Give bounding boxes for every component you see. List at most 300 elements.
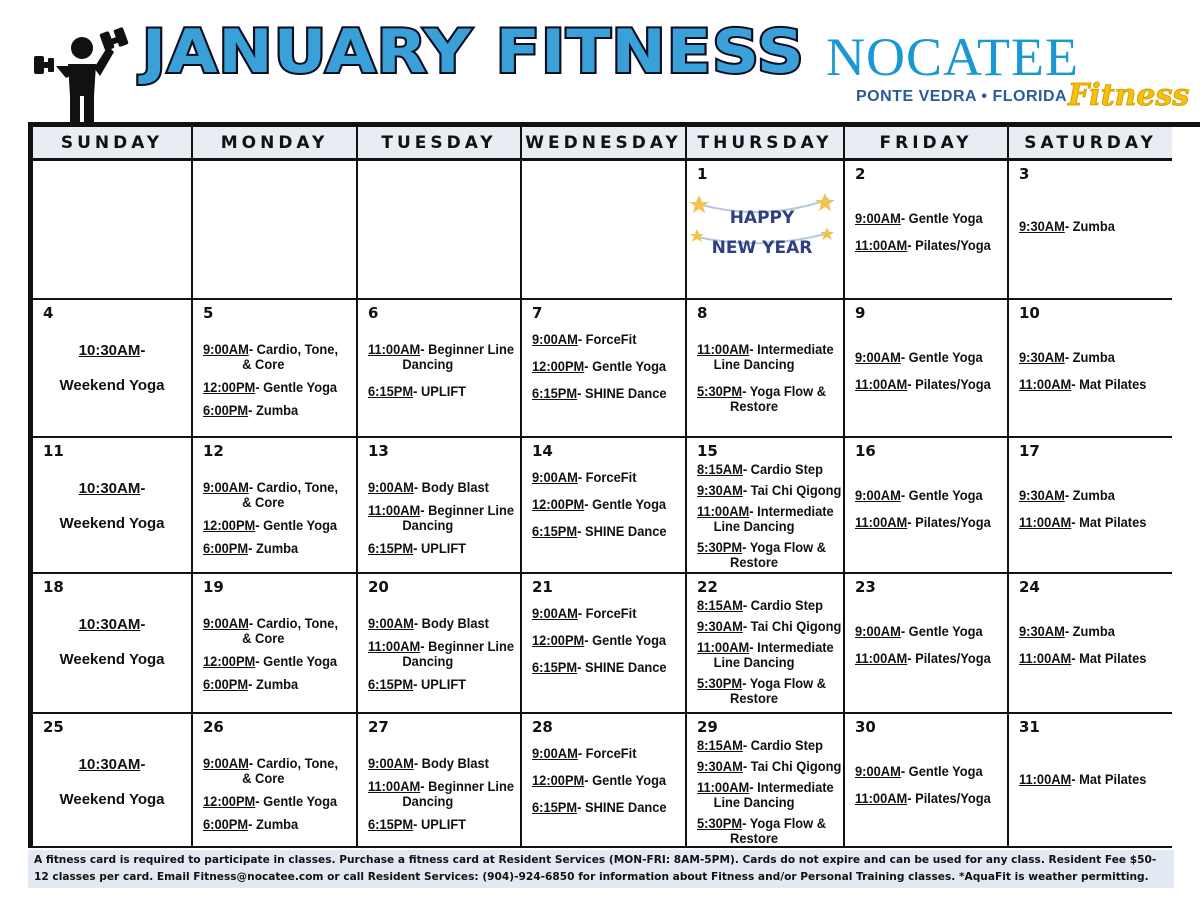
- class-time: 11:00AM: [855, 650, 908, 666]
- class-time: 12:00PM: [532, 632, 585, 648]
- class-name: - Yoga Flow &: [742, 383, 827, 399]
- banner-line-2: NEW YEAR: [711, 238, 813, 258]
- day-cell-20: [358, 574, 522, 714]
- class-name-continued: Restore: [730, 554, 779, 570]
- day-cell-28: [522, 714, 687, 848]
- class-name: - ForceFit: [577, 331, 637, 347]
- class-time: 12:00PM: [532, 496, 585, 512]
- class-name: Weekend Yoga: [59, 651, 165, 668]
- brand-fitness-script: Fitness: [1068, 78, 1190, 113]
- calendar: [28, 122, 1172, 848]
- date-number: 15: [697, 442, 718, 460]
- day-cell-15: [687, 438, 845, 574]
- class-entry: [855, 764, 991, 779]
- class-separator: -: [140, 342, 146, 359]
- class-list: [532, 606, 681, 687]
- date-number: 13: [368, 442, 389, 460]
- day-cell-19: [193, 574, 358, 714]
- class-entry: [697, 618, 842, 634]
- class-entry: [532, 606, 669, 621]
- class-list: [203, 756, 352, 840]
- class-name: - Tai Chi Qigong: [742, 618, 842, 634]
- class-name: - Zumba: [248, 816, 299, 832]
- class-time: 9:30AM: [1019, 349, 1065, 365]
- day-cell-18: [33, 574, 193, 714]
- class-list: [368, 480, 516, 564]
- day-cell-empty: [33, 161, 193, 300]
- class-name: Weekend Yoga: [59, 515, 165, 532]
- class-entry: [1019, 350, 1156, 365]
- class-name: - Tai Chi Qigong: [742, 758, 842, 774]
- class-list: [697, 597, 842, 712]
- day-cell-25: [33, 714, 193, 848]
- day-cell-23: [845, 574, 1009, 714]
- class-name: - Mat Pilates: [1071, 376, 1147, 392]
- class-name-continued: Dancing: [402, 517, 454, 533]
- class-entry: [203, 817, 340, 832]
- day-cell-11: [33, 438, 193, 574]
- class-time: 9:00AM: [203, 615, 249, 631]
- class-list: [1019, 624, 1168, 678]
- class-name: - SHINE Dance: [577, 523, 667, 539]
- class-time: 9:30AM: [697, 758, 743, 774]
- class-name: - Zumba: [248, 676, 299, 692]
- class-name: - Intermediate: [749, 779, 834, 795]
- class-name: - ForceFit: [577, 605, 637, 621]
- class-time: 8:15AM: [697, 737, 743, 753]
- class-name-continued: Restore: [730, 690, 779, 706]
- day-cell-empty: [193, 161, 358, 300]
- class-time: 11:00AM: [1019, 771, 1072, 787]
- class-name: - Zumba: [1064, 623, 1115, 639]
- class-entry-weekend-yoga: [33, 342, 191, 394]
- class-name: - Pilates/Yoga: [907, 376, 991, 392]
- date-number: 20: [368, 578, 389, 596]
- date-number: 17: [1019, 442, 1040, 460]
- class-entry: [203, 616, 340, 646]
- class-time: 9:30AM: [697, 482, 743, 498]
- dow-tuesday: TUESDAY: [358, 127, 522, 158]
- class-time: 11:00AM: [368, 502, 421, 518]
- class-name: - Gentle Yoga: [900, 210, 983, 226]
- class-name: - Gentle Yoga: [900, 623, 983, 639]
- class-entry: [855, 211, 991, 226]
- date-number: 18: [43, 578, 64, 596]
- class-name: - SHINE Dance: [577, 385, 667, 401]
- class-entry: [532, 332, 669, 347]
- class-entry: [1019, 772, 1156, 787]
- day-cell-empty: [522, 161, 687, 300]
- date-number: 16: [855, 442, 876, 460]
- class-time: 9:00AM: [855, 210, 901, 226]
- class-entry: [368, 480, 504, 495]
- date-number: 7: [532, 304, 543, 322]
- class-entry: [368, 541, 504, 556]
- class-time: 9:00AM: [855, 623, 901, 639]
- class-entry: [532, 524, 669, 539]
- class-name: - Gentle Yoga: [584, 772, 667, 788]
- class-entry: [697, 462, 828, 477]
- class-entry: [368, 817, 504, 832]
- day-cell-27: [358, 714, 522, 848]
- class-time: 9:00AM: [368, 755, 414, 771]
- class-time: 12:00PM: [532, 772, 585, 788]
- class-time: 9:30AM: [1019, 487, 1065, 503]
- class-time: 9:00AM: [203, 479, 249, 495]
- date-number: 23: [855, 578, 876, 596]
- class-entry: [203, 342, 340, 372]
- day-cell-26: [193, 714, 358, 848]
- class-entry: [1019, 488, 1156, 503]
- day-cell-4: [33, 300, 193, 438]
- class-time: 6:00PM: [203, 540, 249, 556]
- page-header: [0, 0, 1200, 122]
- class-entry: [855, 488, 991, 503]
- class-entry: [1019, 651, 1156, 666]
- class-time: 10:30AM: [78, 756, 141, 773]
- date-number: 21: [532, 578, 553, 596]
- class-time: 6:15PM: [532, 799, 578, 815]
- class-name: - Cardio, Tone,: [248, 479, 339, 495]
- date-number: 14: [532, 442, 553, 460]
- class-separator: -: [140, 616, 146, 633]
- class-time: 11:00AM: [1019, 514, 1072, 530]
- class-time: 12:00PM: [203, 793, 256, 809]
- class-name-continued: Line Dancing: [713, 356, 795, 372]
- class-time: 6:00PM: [203, 402, 249, 418]
- day-cell-3: [1009, 161, 1172, 300]
- class-time: 12:00PM: [203, 653, 256, 669]
- class-entry: [368, 384, 504, 399]
- class-name: - Intermediate: [749, 341, 834, 357]
- class-entry: [697, 758, 842, 774]
- class-name-continued: & Core: [242, 356, 285, 372]
- class-list: [1019, 772, 1168, 799]
- class-time: 6:15PM: [368, 816, 414, 832]
- class-name: - SHINE Dance: [577, 659, 667, 675]
- class-entry: [368, 638, 515, 669]
- class-name-continued: Dancing: [402, 793, 454, 809]
- class-name: - Yoga Flow &: [742, 815, 827, 831]
- class-name-continued: Line Dancing: [713, 654, 795, 670]
- class-list: [697, 737, 842, 852]
- banner-line-1: HAPPY: [729, 208, 795, 228]
- class-name: - Zumba: [248, 540, 299, 556]
- brand-logo-name: NOCATEE: [826, 27, 1079, 87]
- class-name: - Beginner Line: [420, 638, 515, 654]
- class-time: 9:00AM: [532, 331, 578, 347]
- class-name-continued: Line Dancing: [713, 794, 795, 810]
- class-name: - Beginner Line: [420, 502, 515, 518]
- class-name: - Mat Pilates: [1071, 514, 1147, 530]
- class-list: [532, 332, 681, 413]
- brand-location: PONTE VEDRA • FLORIDA: [856, 88, 1068, 105]
- class-name: - Body Blast: [413, 755, 489, 771]
- class-entry: [697, 779, 834, 810]
- day-cell-30: [845, 714, 1009, 848]
- dow-sunday: SUNDAY: [33, 127, 193, 158]
- class-list: [855, 350, 1003, 404]
- date-number: 10: [1019, 304, 1040, 322]
- class-time: 9:00AM: [368, 615, 414, 631]
- class-entry: [532, 470, 669, 485]
- class-entry: [697, 738, 828, 753]
- class-name-continued: Dancing: [402, 653, 454, 669]
- class-name: Weekend Yoga: [59, 377, 165, 394]
- class-time: 9:30AM: [697, 618, 743, 634]
- class-name: - Zumba: [248, 402, 299, 418]
- class-time: 6:15PM: [532, 385, 578, 401]
- class-name: - Intermediate: [749, 639, 834, 655]
- class-list: [203, 342, 352, 426]
- class-time: 9:00AM: [203, 755, 249, 771]
- class-name: - UPLIFT: [413, 816, 467, 832]
- date-number: 26: [203, 718, 224, 736]
- class-entry: [697, 482, 842, 498]
- day-cell-empty: [358, 161, 522, 300]
- class-list: [697, 342, 839, 426]
- dow-thursday: THURSDAY: [687, 127, 845, 158]
- class-name: Weekend Yoga: [59, 791, 165, 808]
- class-entry: [532, 660, 669, 675]
- class-time: 5:30PM: [697, 539, 743, 555]
- class-entry: [368, 778, 515, 809]
- class-name: - Gentle Yoga: [255, 379, 338, 395]
- class-time: 6:15PM: [532, 659, 578, 675]
- day-cell-5: [193, 300, 358, 438]
- class-entry: [203, 518, 340, 533]
- class-entry-weekend-yoga: [33, 756, 191, 808]
- class-entry: [855, 651, 991, 666]
- class-entry: [203, 541, 340, 556]
- class-name: - Cardio Step: [742, 737, 823, 753]
- dow-wednesday: WEDNESDAY: [522, 127, 687, 158]
- class-time: 11:00AM: [855, 376, 908, 392]
- date-number: 28: [532, 718, 553, 736]
- class-time: 8:15AM: [697, 597, 743, 613]
- class-time: 11:00AM: [1019, 650, 1072, 666]
- class-time: 9:00AM: [855, 349, 901, 365]
- class-name: - Cardio, Tone,: [248, 615, 339, 631]
- class-name: - Yoga Flow &: [742, 675, 827, 691]
- class-time: 6:15PM: [368, 383, 414, 399]
- class-name: - Gentle Yoga: [255, 793, 338, 809]
- class-name: - Mat Pilates: [1071, 771, 1147, 787]
- class-name: - UPLIFT: [413, 676, 467, 692]
- class-name: - Zumba: [1064, 487, 1115, 503]
- class-entry: [697, 540, 828, 570]
- date-number: 19: [203, 578, 224, 596]
- class-name-continued: Restore: [730, 830, 779, 846]
- day-cell-10: [1009, 300, 1172, 438]
- class-name: - Body Blast: [413, 479, 489, 495]
- class-time: 9:00AM: [855, 487, 901, 503]
- date-number: 3: [1019, 165, 1030, 183]
- date-number: 29: [697, 718, 718, 736]
- class-time: 9:30AM: [1019, 218, 1065, 234]
- class-name: - UPLIFT: [413, 540, 467, 556]
- class-name-continued: Restore: [730, 398, 779, 414]
- class-entry: [368, 756, 504, 771]
- class-entry: [855, 238, 991, 253]
- class-entry: [697, 503, 834, 534]
- day-of-week-header: [33, 127, 1172, 161]
- class-entry: [532, 386, 669, 401]
- class-entry: [532, 497, 669, 512]
- class-name: - ForceFit: [577, 745, 637, 761]
- day-cell-1: [687, 161, 845, 300]
- happy-new-year-banner: [687, 189, 837, 269]
- class-list: [368, 342, 516, 411]
- class-entry: [203, 403, 340, 418]
- date-number: 25: [43, 718, 64, 736]
- class-name: - Cardio, Tone,: [248, 755, 339, 771]
- class-name: - Cardio Step: [742, 597, 823, 613]
- class-entry: [855, 377, 991, 392]
- class-time: 12:00PM: [203, 517, 256, 533]
- class-time: 11:00AM: [368, 341, 421, 357]
- date-number: 31: [1019, 718, 1040, 736]
- class-time: 10:30AM: [78, 342, 141, 359]
- class-time: 10:30AM: [78, 616, 141, 633]
- class-time: 11:00AM: [697, 503, 750, 519]
- class-name: - Cardio Step: [742, 461, 823, 477]
- date-number: 5: [203, 304, 214, 322]
- class-time: 11:00AM: [855, 237, 908, 253]
- class-name: - Gentle Yoga: [255, 517, 338, 533]
- class-name: - Zumba: [1064, 349, 1115, 365]
- date-number: 11: [43, 442, 64, 460]
- dow-saturday: SATURDAY: [1024, 132, 1157, 153]
- class-entry: [1019, 219, 1156, 234]
- class-entry: [1019, 377, 1156, 392]
- class-entry: [532, 633, 669, 648]
- class-name: - Pilates/Yoga: [907, 514, 991, 530]
- dow-friday: FRIDAY: [845, 127, 1009, 158]
- day-cell-17: [1009, 438, 1172, 574]
- class-name: - ForceFit: [577, 469, 637, 485]
- class-list: [368, 616, 516, 700]
- class-list: [532, 470, 681, 551]
- class-name-continued: & Core: [242, 630, 285, 646]
- class-time: 6:15PM: [368, 540, 414, 556]
- class-entry: [368, 616, 504, 631]
- class-time: 9:00AM: [855, 763, 901, 779]
- class-list: [203, 480, 352, 564]
- class-name: - Gentle Yoga: [900, 349, 983, 365]
- class-entry: [532, 800, 669, 815]
- class-entry: [203, 794, 340, 809]
- date-number: 1: [697, 165, 708, 183]
- class-time: 5:30PM: [697, 675, 743, 691]
- class-name-continued: Dancing: [402, 356, 454, 372]
- class-name: - Beginner Line: [420, 778, 515, 794]
- class-time: 10:30AM: [78, 480, 141, 497]
- footer-note: A fitness card is required to participate in classes. Purchase a fitness card at Resident Services (MON-FRI: 8AM-5PM). Cards do not expire and can be used for any class. Resident Fee $50-12 classes per card. Email Fitness@nocatee.com or call Resident Services: (904)-924-6850 for information about Fitness and/or Personal Training classes. *AquaFit is weather permitting.: [28, 850, 1174, 888]
- class-entry: [368, 677, 504, 692]
- class-name: - Cardio, Tone,: [248, 341, 339, 357]
- class-name-continued: Line Dancing: [713, 518, 795, 534]
- class-time: 11:00AM: [697, 639, 750, 655]
- class-name: - Body Blast: [413, 615, 489, 631]
- class-name: - Intermediate: [749, 503, 834, 519]
- class-entry: [203, 480, 340, 510]
- class-list: [855, 624, 1003, 678]
- class-entry: [532, 773, 669, 788]
- class-name-continued: & Core: [242, 770, 285, 786]
- class-entry: [697, 341, 834, 372]
- class-entry: [368, 502, 515, 533]
- class-time: 6:00PM: [203, 676, 249, 692]
- date-number: 27: [368, 718, 389, 736]
- class-list: [855, 764, 1003, 818]
- class-time: 5:30PM: [697, 815, 743, 831]
- class-time: 6:00PM: [203, 816, 249, 832]
- class-time: 11:00AM: [368, 778, 421, 794]
- class-entry: [203, 380, 340, 395]
- class-name: - Zumba: [1064, 218, 1115, 234]
- class-name: - Gentle Yoga: [584, 632, 667, 648]
- day-cell-12: [193, 438, 358, 574]
- class-time: 11:00AM: [855, 514, 908, 530]
- date-number: 9: [855, 304, 866, 322]
- dow-monday: MONDAY: [193, 127, 358, 158]
- class-entry: [855, 350, 991, 365]
- date-number: 8: [697, 304, 708, 322]
- class-time: 9:00AM: [532, 745, 578, 761]
- day-cell-9: [845, 300, 1009, 438]
- class-time: 9:00AM: [203, 341, 249, 357]
- class-entry: [203, 654, 340, 669]
- class-name: - UPLIFT: [413, 383, 467, 399]
- class-time: 9:00AM: [532, 469, 578, 485]
- class-name: - Pilates/Yoga: [907, 650, 991, 666]
- class-name-continued: & Core: [242, 494, 285, 510]
- class-name: - Gentle Yoga: [584, 358, 667, 374]
- class-name: - Pilates/Yoga: [907, 237, 991, 253]
- class-list: [855, 488, 1003, 542]
- class-list: [368, 756, 516, 840]
- day-cell-14: [522, 438, 687, 574]
- class-time: 6:15PM: [368, 676, 414, 692]
- class-name: - Gentle Yoga: [900, 487, 983, 503]
- class-list: [532, 746, 681, 827]
- date-number: 6: [368, 304, 379, 322]
- day-cell-16: [845, 438, 1009, 574]
- class-entry: [532, 359, 669, 374]
- class-entry-weekend-yoga: [33, 480, 191, 532]
- class-name: - Yoga Flow &: [742, 539, 827, 555]
- class-list: [1019, 488, 1168, 542]
- class-list: [1019, 219, 1168, 246]
- class-list: [1019, 350, 1168, 404]
- class-entry: [697, 639, 834, 670]
- day-cell-24: [1009, 574, 1172, 714]
- class-entry: [203, 756, 340, 786]
- class-time: 6:15PM: [532, 523, 578, 539]
- date-number: 30: [855, 718, 876, 736]
- calendar-grid: [33, 161, 1172, 848]
- class-time: 12:00PM: [203, 379, 256, 395]
- class-list: [855, 211, 1003, 265]
- class-entry: [203, 677, 340, 692]
- class-name: - Gentle Yoga: [584, 496, 667, 512]
- class-name: - Gentle Yoga: [900, 763, 983, 779]
- class-entry: [697, 384, 828, 414]
- class-time: 9:00AM: [532, 605, 578, 621]
- class-name: - Tai Chi Qigong: [742, 482, 842, 498]
- class-list: [697, 461, 842, 576]
